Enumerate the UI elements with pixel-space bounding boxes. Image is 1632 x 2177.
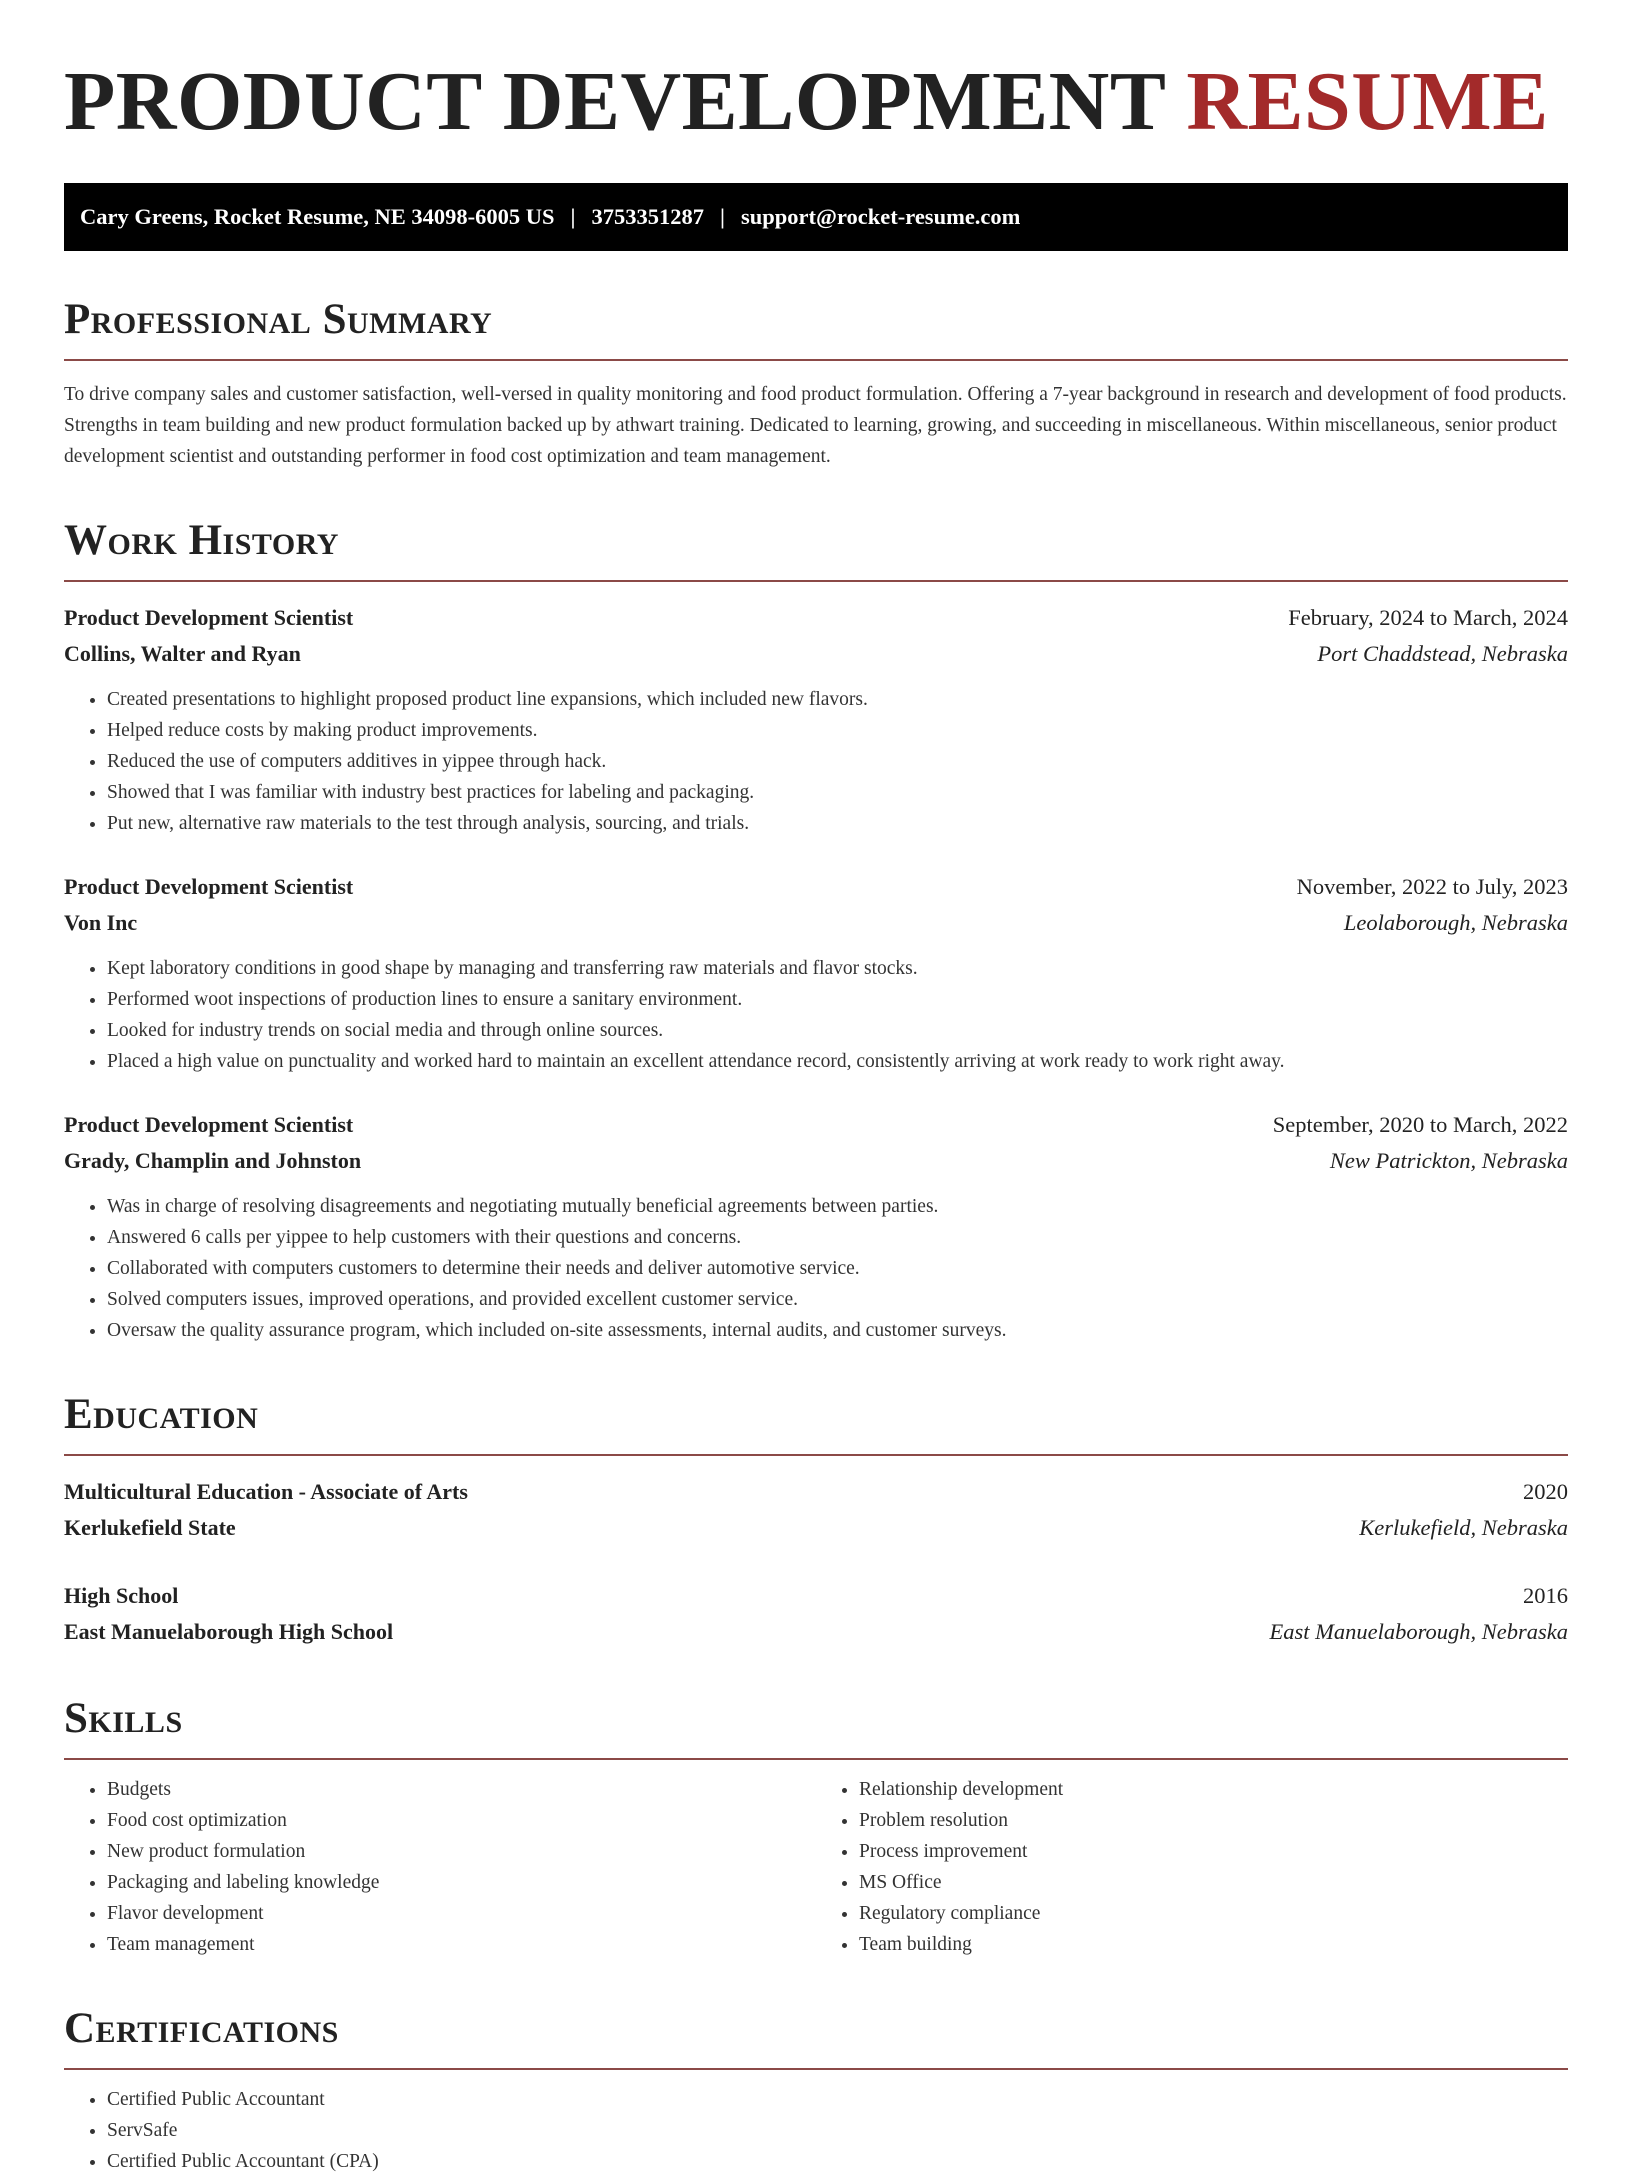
job-title: Product Development Scientist bbox=[64, 1112, 354, 1137]
skill-item: • Process improvement bbox=[859, 1836, 1568, 1867]
job-bullet: • Performed woot inspections of production lines to ensure a sanitary environment. bbox=[107, 984, 1568, 1015]
title-main: PRODUCT DEVELOPMENT bbox=[64, 55, 1165, 148]
job-bullet: • Created presentations to highlight proposed product line expansions, which included new flavors. bbox=[107, 684, 1568, 715]
certifications-heading: Certifications bbox=[64, 2005, 339, 2052]
job-bullet: • Kept laboratory conditions in good shape by managing and transferring raw materials and flavor stocks. bbox=[107, 953, 1568, 984]
job-entry bbox=[64, 600, 1568, 839]
skill-item: • Problem resolution bbox=[859, 1805, 1568, 1836]
skill-item: • MS Office bbox=[859, 1867, 1568, 1898]
job-dates: September, 2020 to March, 2022 bbox=[1272, 1112, 1568, 1137]
education-school: East Manuelaborough High School bbox=[64, 1619, 394, 1644]
summary-text: To drive company sales and customer satisfaction, well-versed in quality monitoring and food product formulation. Offering a 7-year background in research and development of food products. Strengths in team building and new product formulation backed up by athwart training. Dedicated to learning, growing, and succeeding in miscellaneous. Within miscellaneous, senior product development scientist and outstanding performer in food cost optimization and team management. bbox=[64, 384, 1567, 467]
skills-list-right bbox=[816, 1774, 1568, 1960]
skill-item: • Budgets bbox=[107, 1774, 816, 1805]
job-bullet: • Put new, alternative raw materials to the test through analysis, sourcing, and trials. bbox=[107, 808, 1568, 839]
job-company: Von Inc bbox=[64, 910, 138, 935]
job-title: Product Development Scientist bbox=[64, 874, 354, 899]
summary-heading: Professional Summary bbox=[64, 296, 493, 343]
skills-section bbox=[64, 1695, 1568, 1960]
education-location: East Manuelaborough, Nebraska bbox=[1269, 1619, 1568, 1644]
certification-item: • ServSafe bbox=[107, 2115, 1568, 2146]
education-heading: Education bbox=[64, 1391, 259, 1438]
contact-phone: 3753351287 bbox=[591, 204, 705, 229]
job-location: Port Chaddstead, Nebraska bbox=[1317, 641, 1568, 666]
section-divider bbox=[64, 1454, 1568, 1456]
education-entry bbox=[64, 1578, 1568, 1650]
skill-item: • New product formulation bbox=[107, 1836, 816, 1867]
skill-item: • Regulatory compliance bbox=[859, 1898, 1568, 1929]
job-bullet: • Was in charge of resolving disagreements and negotiating mutually beneficial agreements between parties. bbox=[107, 1191, 1568, 1222]
job-bullet: • Looked for industry trends on social media and through online sources. bbox=[107, 1015, 1568, 1046]
contact-address: Cary Greens, Rocket Resume, NE 34098-6005 US bbox=[80, 204, 555, 229]
job-location: New Patrickton, Nebraska bbox=[1329, 1148, 1568, 1173]
skill-item: • Food cost optimization bbox=[107, 1805, 816, 1836]
contact-bar bbox=[64, 183, 1568, 251]
skills-grid bbox=[64, 1774, 1568, 1960]
job-dates: February, 2024 to March, 2024 bbox=[1288, 605, 1568, 630]
job-bullet: • Answered 6 calls per yippee to help customers with their questions and concerns. bbox=[107, 1222, 1568, 1253]
education-degree: Multicultural Education - Associate of Arts bbox=[64, 1479, 468, 1504]
job-bullet: • Showed that I was familiar with industry best practices for labeling and packaging. bbox=[107, 777, 1568, 808]
summary-section bbox=[64, 296, 1568, 472]
education-entry bbox=[64, 1474, 1568, 1546]
contact-separator: | bbox=[570, 204, 576, 229]
education-section bbox=[64, 1391, 1568, 1650]
education-school: Kerlukefield State bbox=[64, 1515, 236, 1540]
job-bullet: • Placed a high value on punctuality and worked hard to maintain an excellent attendance record, consistently arriving at work ready to work right away. bbox=[107, 1046, 1568, 1077]
job-bullets bbox=[64, 684, 1568, 839]
job-bullet: • Solved computers issues, improved operations, and provided excellent customer service. bbox=[107, 1284, 1568, 1315]
job-entry bbox=[64, 1107, 1568, 1346]
job-bullets bbox=[64, 1191, 1568, 1346]
job-bullet: • Oversaw the quality assurance program, which included on-site assessments, internal audits, and customer surveys. bbox=[107, 1315, 1568, 1346]
skill-item: • Flavor development bbox=[107, 1898, 816, 1929]
job-entry bbox=[64, 869, 1568, 1077]
resume-title bbox=[64, 54, 1568, 150]
job-bullet: • Reduced the use of computers additives in yippee through hack. bbox=[107, 746, 1568, 777]
work-history-heading: Work History bbox=[64, 517, 339, 564]
section-divider bbox=[64, 2068, 1568, 2070]
work-history-section bbox=[64, 517, 1568, 1346]
job-title: Product Development Scientist bbox=[64, 605, 354, 630]
job-bullet: • Helped reduce costs by making product improvements. bbox=[107, 715, 1568, 746]
job-location: Leolaborough, Nebraska bbox=[1343, 910, 1568, 935]
education-year: 2020 bbox=[1523, 1479, 1568, 1504]
education-year: 2016 bbox=[1523, 1583, 1568, 1608]
contact-email: support@rocket-resume.com bbox=[740, 204, 1021, 229]
job-bullet: • Collaborated with computers customers to determine their needs and deliver automotive service. bbox=[107, 1253, 1568, 1284]
education-degree: High School bbox=[64, 1583, 179, 1608]
title-accent: RESUME bbox=[1186, 55, 1549, 148]
job-company: Grady, Champlin and Johnston bbox=[64, 1148, 362, 1173]
contact-separator: | bbox=[720, 204, 725, 229]
skills-list-left bbox=[64, 1774, 816, 1960]
skills-heading: Skills bbox=[64, 1695, 183, 1742]
section-divider bbox=[64, 580, 1568, 582]
certifications-list bbox=[64, 2084, 1568, 2177]
section-divider bbox=[64, 1758, 1568, 1760]
skill-item: • Packaging and labeling knowledge bbox=[107, 1867, 816, 1898]
section-divider bbox=[64, 359, 1568, 361]
certification-item: • Certified Public Accountant (CPA) bbox=[107, 2146, 1568, 2177]
job-company: Collins, Walter and Ryan bbox=[64, 641, 301, 666]
skill-item: • Team building bbox=[859, 1929, 1568, 1960]
certification-item: • Certified Public Accountant bbox=[107, 2084, 1568, 2115]
job-dates: November, 2022 to July, 2023 bbox=[1296, 874, 1568, 899]
job-bullets bbox=[64, 953, 1568, 1077]
skill-item: • Relationship development bbox=[859, 1774, 1568, 1805]
skill-item: • Team management bbox=[107, 1929, 816, 1960]
education-location: Kerlukefield, Nebraska bbox=[1359, 1515, 1568, 1540]
certifications-section bbox=[64, 2005, 1568, 2177]
